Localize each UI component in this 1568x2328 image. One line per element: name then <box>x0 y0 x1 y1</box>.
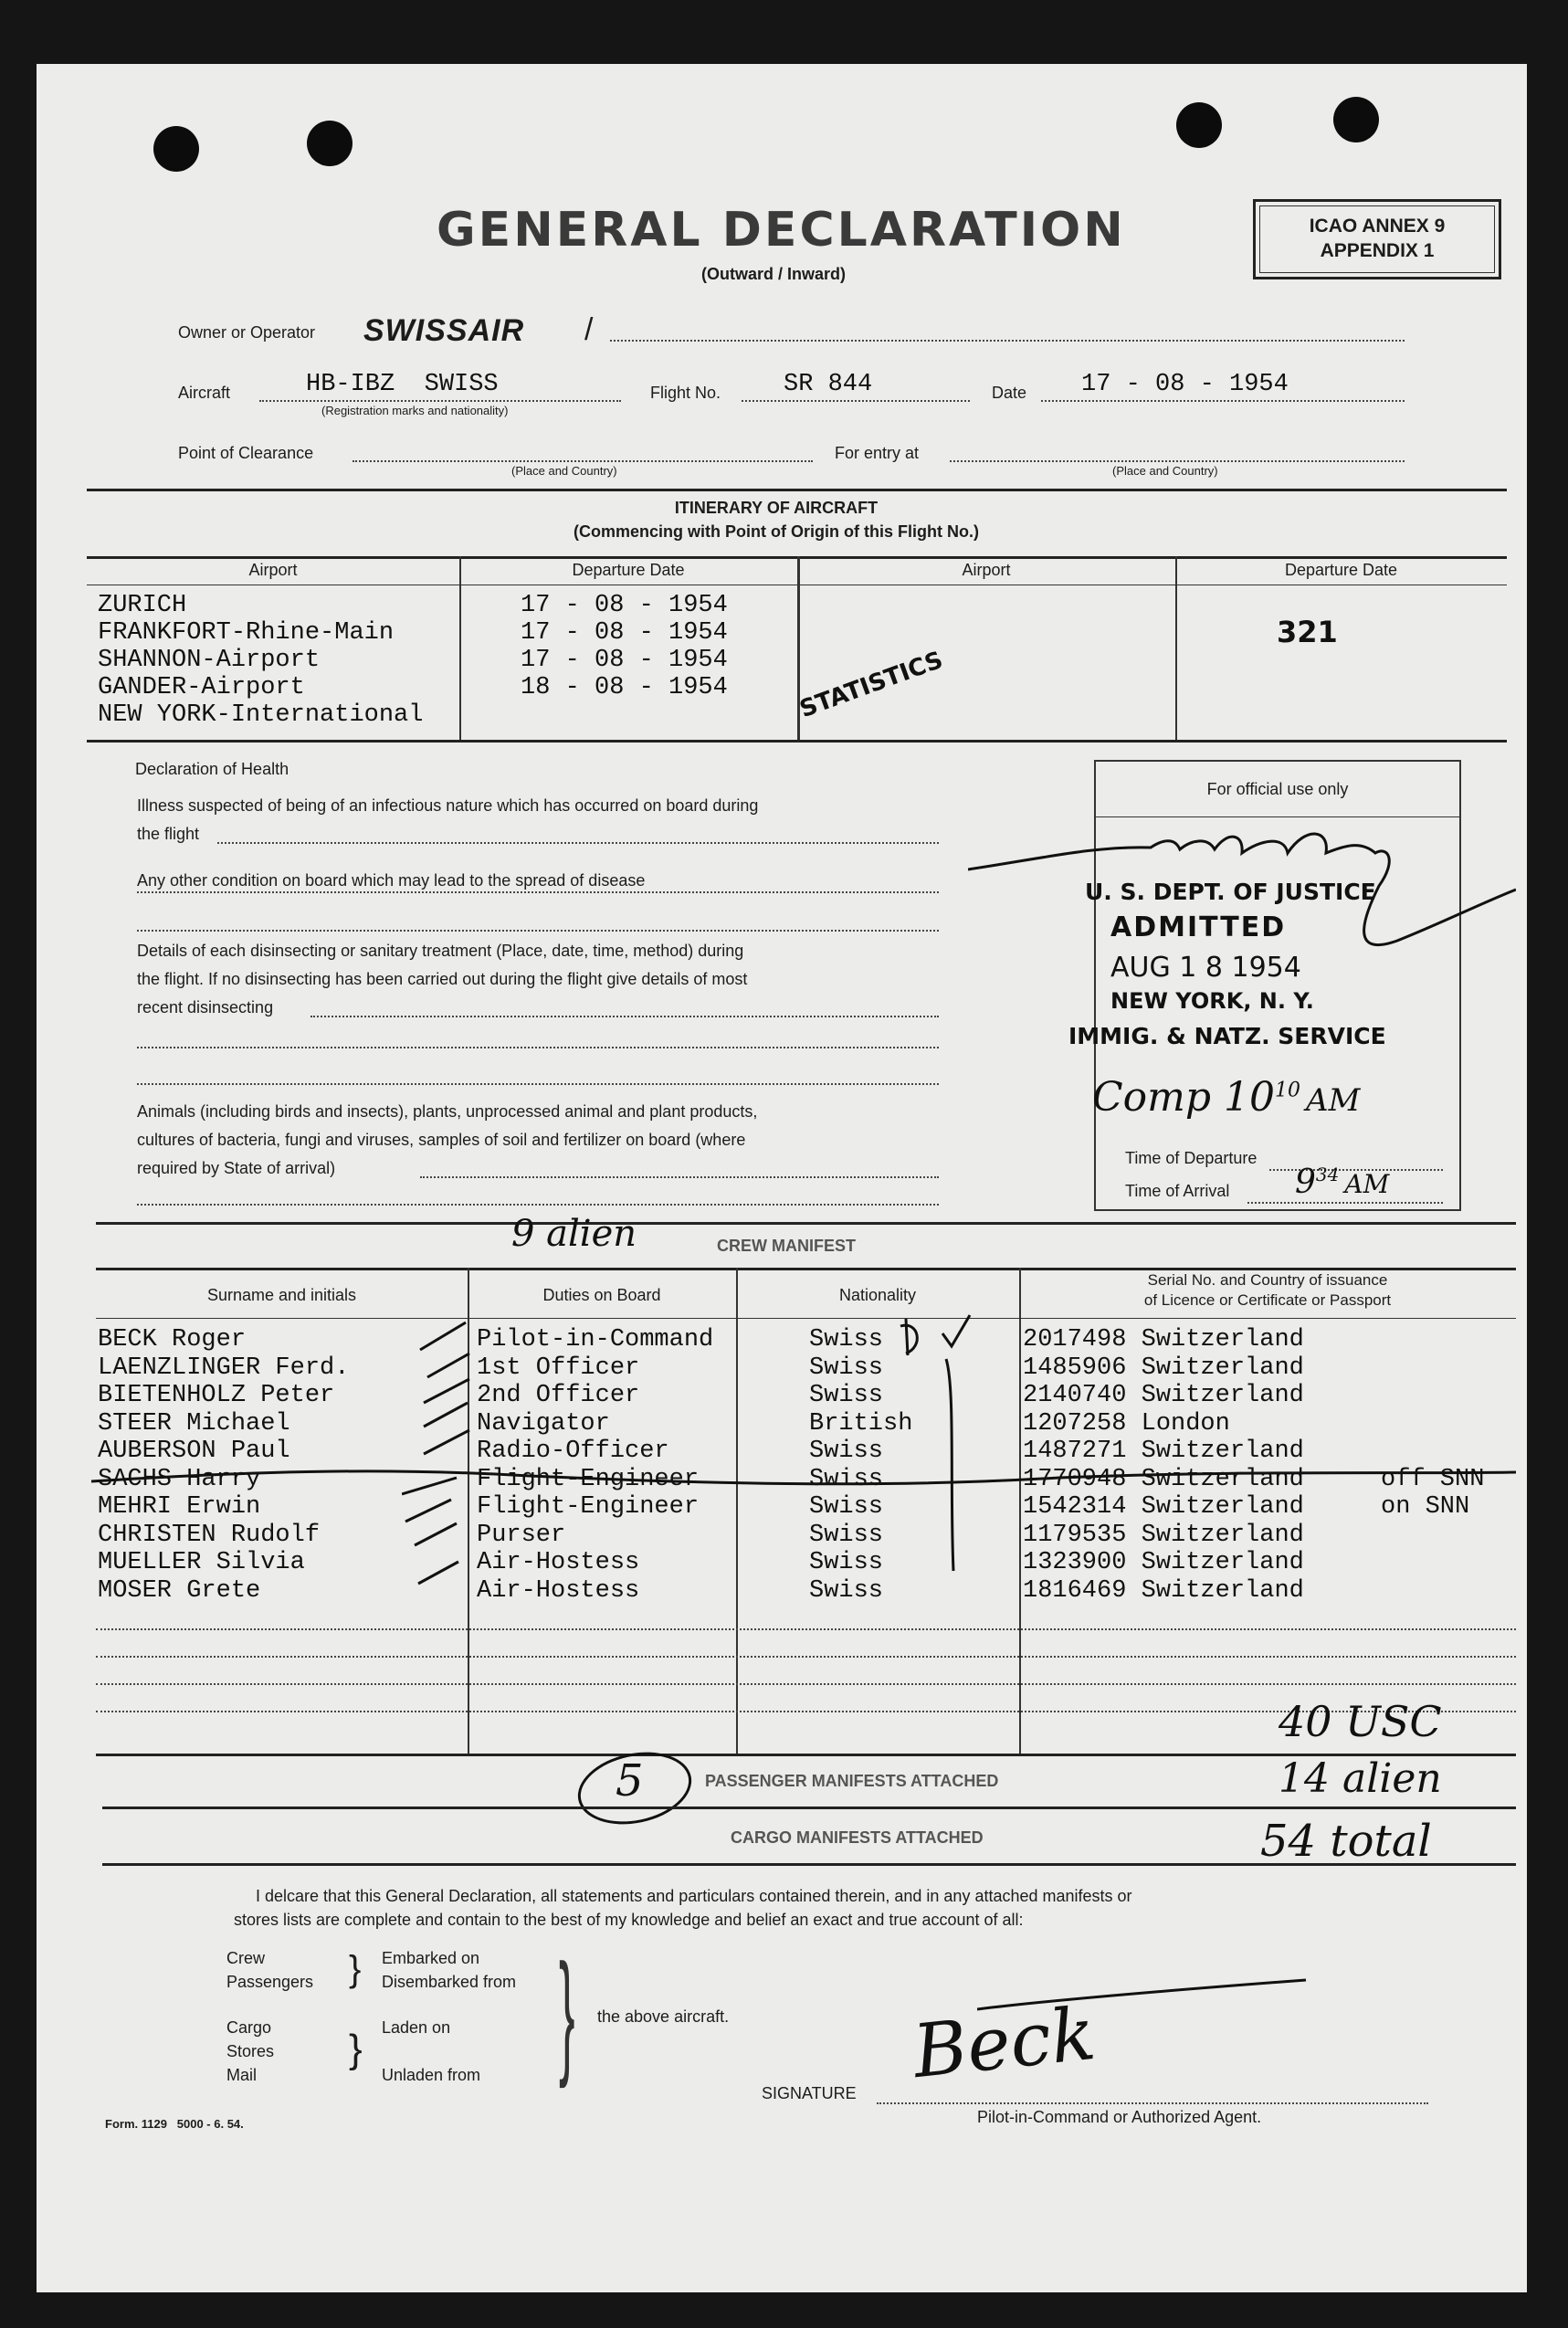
crew-name: MOSER Grete <box>98 1576 261 1605</box>
crew-serial: 2140740 Switzerland <box>1023 1382 1304 1409</box>
signature-caption: Pilot-in-Command or Authorized Agent. <box>977 2108 1262 2126</box>
crew-serial: 1179535 Switzerland <box>1023 1521 1304 1549</box>
crew-name: SACHS Harry <box>98 1465 261 1493</box>
signature-label: SIGNATURE <box>762 2084 857 2102</box>
itinerary-date: 18 - 08 - 1954 <box>521 674 728 701</box>
crew-handwritten-note: 9 alien <box>511 1213 637 1255</box>
itinerary-date: 17 - 08 - 1954 <box>521 619 728 647</box>
crew-nationality: Swiss <box>809 1493 884 1521</box>
aircraft-label: Aircraft <box>178 384 231 402</box>
declaration-unladen: Unladen from <box>382 2066 481 2084</box>
itinerary-airport: NEW YORK-International <box>98 701 424 729</box>
declaration-embarked: Embarked on <box>382 1949 480 1967</box>
aircraft-value: HB-IBZ SWISS <box>306 371 499 398</box>
punch-hole <box>1176 102 1222 148</box>
passenger-count: 5 <box>616 1755 644 1807</box>
crew-nationality: Swiss <box>809 1354 884 1382</box>
clearance-note: (Place and Country) <box>511 464 617 478</box>
time-arrival-label: Time of Arrival <box>1125 1182 1230 1200</box>
crew-name: MUELLER Silvia <box>98 1549 305 1576</box>
crew-name: STEER Michael <box>98 1409 290 1438</box>
crew-serial: 2017498 Switzerland <box>1023 1326 1304 1354</box>
crew-note: on SNN <box>1381 1493 1470 1521</box>
health-disinsect-3: recent disinsecting <box>137 998 274 1017</box>
crew-duty: Pilot-in-Command <box>477 1326 714 1354</box>
flight-label: Flight No. <box>650 384 721 402</box>
crew-note: off SNN <box>1381 1465 1485 1493</box>
handwritten-usc: 40 USC <box>1279 1697 1442 1746</box>
date-label: Date <box>992 384 1027 402</box>
crew-nationality: Swiss <box>809 1382 884 1409</box>
entry-note: (Place and Country) <box>1112 464 1218 478</box>
clearance-label: Point of Clearance <box>178 444 314 462</box>
stamp-date: AUG 1 8 1954 <box>1110 952 1301 984</box>
crew-serial: 1207258 London <box>1023 1409 1230 1438</box>
itinerary-subheading: (Commencing with Point of Origin of this Flight No.) <box>574 522 979 541</box>
health-other: Any other condition on board which may lead to the spread of disease <box>137 871 646 890</box>
crew-duty: Purser <box>477 1521 566 1549</box>
page-title: GENERAL DECLARATION <box>437 203 1126 258</box>
owner-label: Owner or Operator <box>178 323 316 342</box>
flight-value: SR 844 <box>784 371 873 398</box>
health-animals-3: required by State of arrival) <box>137 1159 336 1177</box>
crew-nationality: Swiss <box>809 1521 884 1549</box>
declaration-cargo: Cargo <box>226 2018 272 2037</box>
itinerary-airport: FRANKFORT-Rhine-Main <box>98 619 395 647</box>
stamp-number: 321 <box>1277 615 1338 649</box>
crew-name: LAENZLINGER Ferd. <box>98 1354 350 1382</box>
itinerary-col-departure: Departure Date <box>572 561 685 579</box>
crew-nationality: Swiss <box>809 1549 884 1576</box>
itinerary-airport: SHANNON-Airport <box>98 647 321 674</box>
itinerary-date: 17 - 08 - 1954 <box>521 592 728 619</box>
itinerary-date: 17 - 08 - 1954 <box>521 647 728 674</box>
health-heading: Declaration of Health <box>135 760 289 778</box>
crew-duty: Navigator <box>477 1409 610 1438</box>
signature-flourish <box>977 1973 1324 2028</box>
handwritten-arrival-time: $9^{34}$ AM <box>1295 1164 1390 1201</box>
crew-name: BECK Roger <box>98 1326 247 1354</box>
crew-col-duties: Duties on Board <box>542 1286 661 1304</box>
health-illness-1: Illness suspected of being of an infectious nature which has occurred on board during <box>137 796 759 815</box>
crew-name: CHRISTEN Rudolf <box>98 1521 321 1549</box>
itinerary-airport: GANDER-Airport <box>98 674 305 701</box>
passenger-manifests-label: PASSENGER MANIFESTS ATTACHED <box>705 1772 999 1790</box>
crew-col-serial-1: Serial No. and Country of issuance <box>1147 1271 1388 1289</box>
declaration-passengers: Passengers <box>226 1973 314 1991</box>
stamp-dept: U. S. DEPT. OF JUSTICE <box>1085 879 1376 905</box>
punch-hole <box>153 126 199 172</box>
health-animals-1: Animals (including birds and insects), plants, unprocessed animal and plant products, <box>137 1102 758 1121</box>
crew-serial: 1487271 Switzerland <box>1023 1438 1304 1465</box>
declaration-stores: Stores <box>226 2042 275 2060</box>
crew-serial: 1323900 Switzerland <box>1023 1549 1304 1576</box>
crew-nationality: Swiss <box>809 1438 884 1465</box>
crew-name: AUBERSON Paul <box>98 1438 290 1465</box>
page-subtitle: (Outward / Inward) <box>701 265 847 283</box>
health-disinsect-1: Details of each disinsecting or sanitary treatment (Place, date, time, method) during <box>137 942 744 960</box>
crew-col-serial-2: of Licence or Certificate or Passport <box>1143 1291 1392 1309</box>
declaration-text-2: stores lists are complete and contain to the best of my knowledge and belief an exact and true account of all: <box>234 1911 1024 1929</box>
crew-serial: 1542314 Switzerland <box>1023 1493 1304 1521</box>
stamp-city: NEW YORK, N. Y. <box>1110 988 1314 1014</box>
official-use-label: For official use only <box>1206 780 1349 798</box>
annex-box <box>1253 199 1501 279</box>
aircraft-note: (Registration marks and nationality) <box>321 404 509 417</box>
itinerary-airport: ZURICH <box>98 592 187 619</box>
crew-duty: Flight-Engineer <box>477 1465 700 1493</box>
punch-hole <box>307 121 353 166</box>
declaration-mail: Mail <box>226 2066 258 2084</box>
crew-nationality: Swiss <box>809 1326 884 1354</box>
itinerary-col-airport-2: Airport <box>962 561 1011 579</box>
crew-serial: 1770948 Switzerland <box>1023 1465 1304 1493</box>
crew-check-marks <box>402 1306 986 1607</box>
signature-value: Beck <box>909 1990 1100 2095</box>
declaration-disembarked: Disembarked from <box>382 1973 517 1991</box>
annex-line-2: APPENDIX 1 <box>1320 240 1435 261</box>
crew-duty: Flight-Engineer <box>477 1493 700 1521</box>
annex-line-1: ICAO ANNEX 9 <box>1309 216 1446 237</box>
stamp-service: IMMIG. & NATZ. SERVICE <box>1068 1023 1386 1049</box>
entry-label: For entry at <box>835 444 920 462</box>
crew-duty: Air-Hostess <box>477 1549 640 1576</box>
crew-col-nationality: Nationality <box>838 1286 917 1304</box>
handwritten-comp: Comp $10^{10}$ AM <box>1092 1074 1361 1121</box>
time-departure-label: Time of Departure <box>1125 1149 1258 1167</box>
punch-hole <box>1333 97 1379 142</box>
crew-duty: Radio-Officer <box>477 1438 669 1465</box>
form-number: Form. 1129 5000 - 6. 54. <box>105 2117 244 2131</box>
itinerary-heading: ITINERARY OF AIRCRAFT <box>674 499 879 517</box>
date-value: 17 - 08 - 1954 <box>1081 371 1289 398</box>
declaration-text-1: I delcare that this General Declaration, all statements and particulars contained therein, and in any attached manifests or <box>256 1887 1132 1905</box>
itinerary-col-departure-2: Departure Date <box>1284 561 1398 579</box>
handwritten-alien: 14 alien <box>1279 1755 1442 1802</box>
crew-strike-line <box>55 1461 1525 1498</box>
crew-name: MEHRI Erwin <box>98 1493 261 1521</box>
health-illness-2: the flight <box>137 825 200 843</box>
official-signature-scribble <box>968 813 1516 977</box>
crew-duty: Air-Hostess <box>477 1576 640 1605</box>
declaration-crew: Crew <box>226 1949 266 1967</box>
crew-duty: 1st Officer <box>477 1354 640 1382</box>
crew-nationality: British <box>809 1409 913 1438</box>
crew-serial: 1485906 Switzerland <box>1023 1354 1304 1382</box>
crew-nationality: Swiss <box>809 1465 884 1493</box>
declaration-laden: Laden on <box>382 2018 451 2037</box>
crew-heading: CREW MANIFEST <box>717 1237 856 1255</box>
health-disinsect-2: the flight. If no disinsecting has been carried out during the flight give details of most <box>137 970 748 988</box>
itinerary-col-airport: Airport <box>248 561 298 579</box>
cargo-manifests-label: CARGO MANIFESTS ATTACHED <box>731 1828 984 1847</box>
statistics-stamp: STATISTICS <box>795 646 947 724</box>
crew-serial: 1816469 Switzerland <box>1023 1576 1304 1605</box>
crew-nationality: Swiss <box>809 1576 884 1605</box>
declaration-aircraft: the above aircraft. <box>597 2007 730 2026</box>
owner-value: SWISSAIR <box>363 313 525 348</box>
owner-separator: / <box>584 312 594 347</box>
stamp-admitted: ADMITTED <box>1110 911 1287 943</box>
crew-col-surname: Surname and initials <box>206 1286 357 1304</box>
health-animals-2: cultures of bacteria, fungi and viruses, samples of soil and fertilizer on board (where <box>137 1131 746 1149</box>
crew-duty: 2nd Officer <box>477 1382 640 1409</box>
handwritten-total: 54 total <box>1260 1816 1432 1867</box>
crew-name: BIETENHOLZ Peter <box>98 1382 335 1409</box>
